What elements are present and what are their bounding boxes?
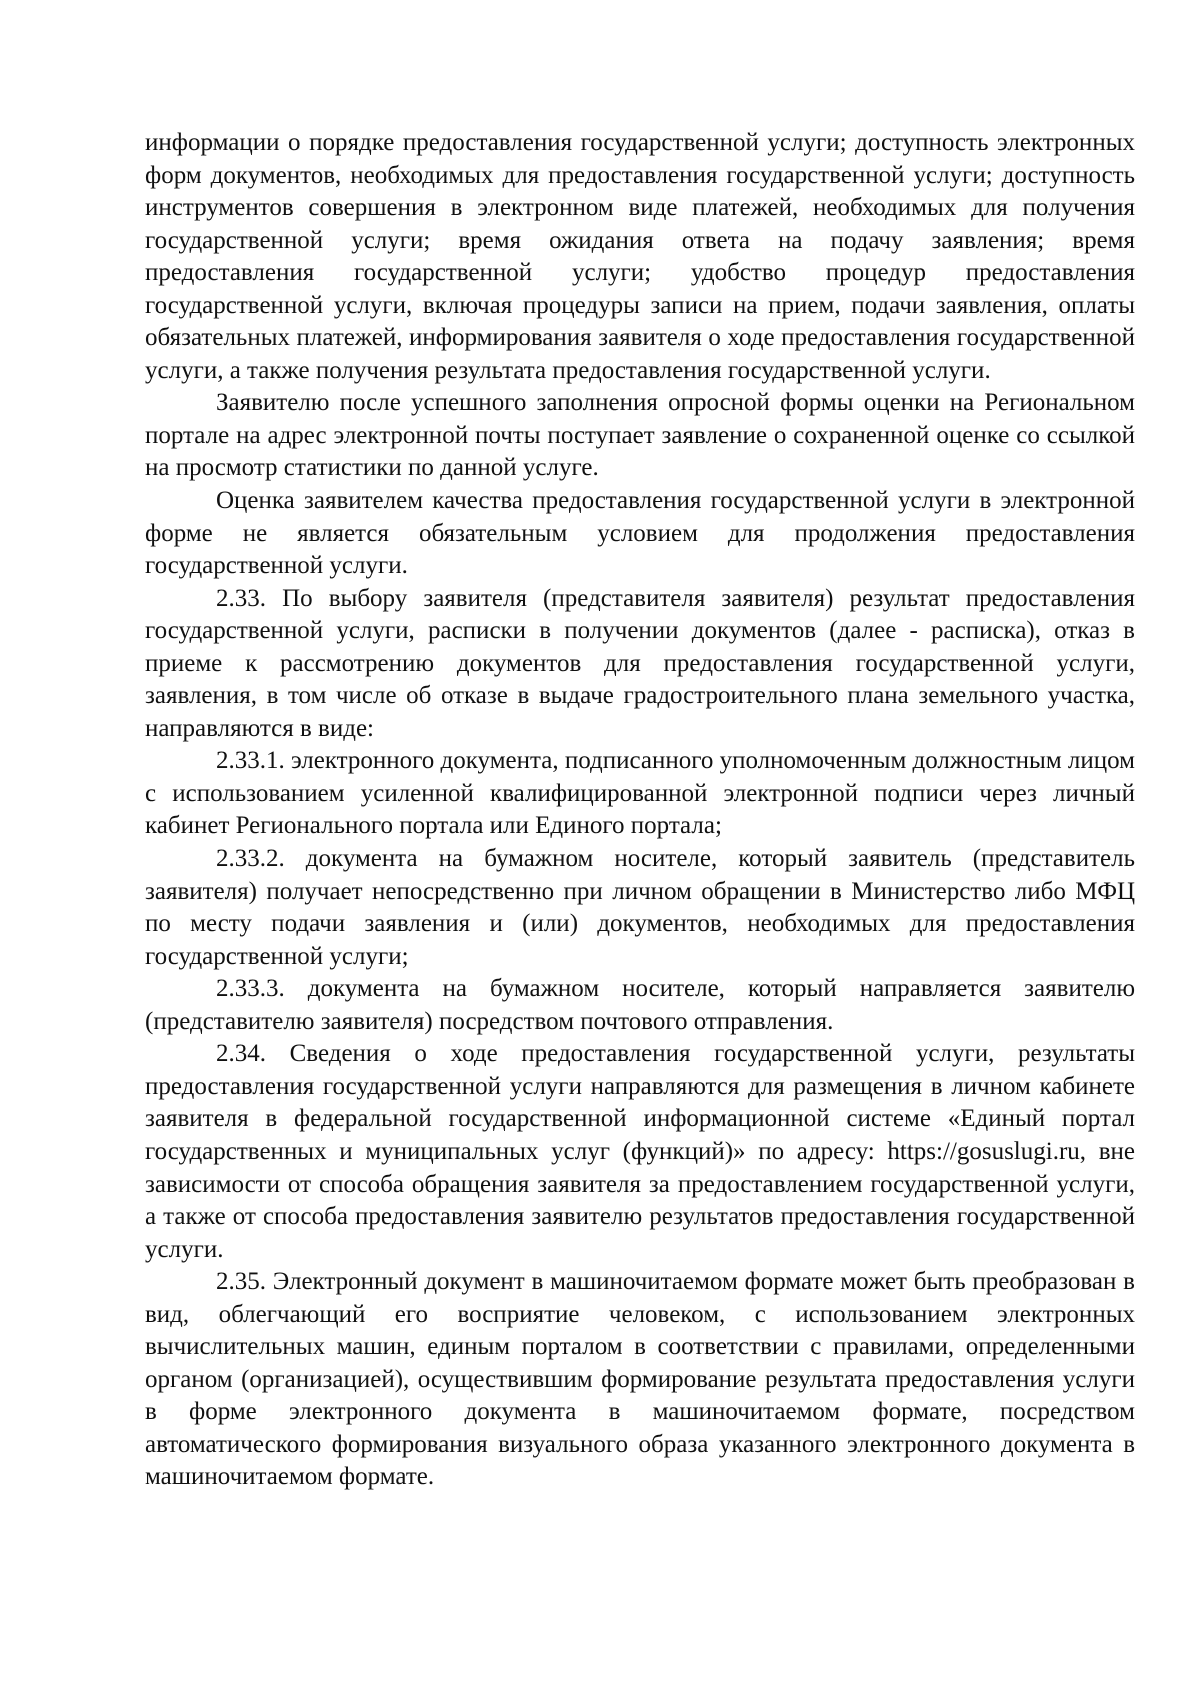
document-page <box>145 127 1135 1494</box>
paragraph-2-33: 2.33. По выбору заявителя (представителя заявителя) результат предоставления государственной услуги, расписки в получении документов (далее - расписка), отказ в приеме к рассмотрению документов для предоставления государственной услуги, заявления, в том числе об отказе в выдаче градостроительного плана земельного участка, направляются в виде: <box>145 584 1135 742</box>
paragraph-2-35: 2.35. Электронный документ в машиночитаемом формате может быть преобразован в вид, облегчающий его восприятие человеком, с использованием электронных вычислительных машин, единым порталом в соответствии с правилами, определенными органом (организацией), осуществившим формирование результата предоставления услуги в форме электронного документа в машиночитаемом формате, посредством автоматического формирования визуального образа указанного электронного документа в машиночитаемом формате. <box>145 1268 1135 1491</box>
paragraph-2-33-3: 2.33.3. документа на бумажном носителе, который направляется заявителю (представителю заявителя) посредством почтового отправления. <box>145 975 1135 1035</box>
paragraph-quality-assessment: Оценка заявителем качества предоставления государственной услуги в электронной форме не является обязательным условием для продолжения предоставления государственной услуги. <box>145 487 1135 580</box>
paragraph-2-34: 2.34. Сведения о ходе предоставления государственной услуги, результаты предоставления государственной услуги направляются для размещения в личном кабинете заявителя в федеральной государственной информационной системе «Единый портал государственных и муниципальных услуг (функций)» по адресу: https://gosuslugi.ru, вне зависимости от способа обращения заявителя за предоставлением государственной услуги, а также от способа предоставления заявителю результатов предоставления государственной услуги. <box>145 1040 1135 1263</box>
paragraph-quality-criteria: информации о порядке предоставления государственной услуги; доступность электронных форм документов, необходимых для предоставления государственной услуги; доступность инструментов совершения в электронном виде платежей, необходимых для получения государственной услуги; время ожидания ответа на подачу заявления; время предоставления государственной услуги; удобство процедур предоставления государственной услуги, включая процедуры записи на прием, подачи заявления, оплаты обязательных платежей, информирования заявителя о ходе предоставления государственной услуги, а также получения результата предоставления государственной услуги. <box>145 129 1135 384</box>
paragraph-2-33-2: 2.33.2. документа на бумажном носителе, который заявитель (представитель заявителя) получает непосредственно при личном обращении в Министерство либо МФЦ по месту подачи заявления и (или) документов, необходимых для предоставления государственной услуги; <box>145 845 1135 970</box>
paragraph-survey-form: Заявителю после успешного заполнения опросной формы оценки на Региональном портале на адрес электронной почты поступает заявление о сохраненной оценке со ссылкой на просмотр статистики по данной услуге. <box>145 389 1135 482</box>
paragraph-2-33-1: 2.33.1. электронного документа, подписанного уполномоченным должностным лицом с использованием усиленной квалифицированной электронной подписи через личный кабинет Регионального портала или Единого портала; <box>145 747 1135 840</box>
